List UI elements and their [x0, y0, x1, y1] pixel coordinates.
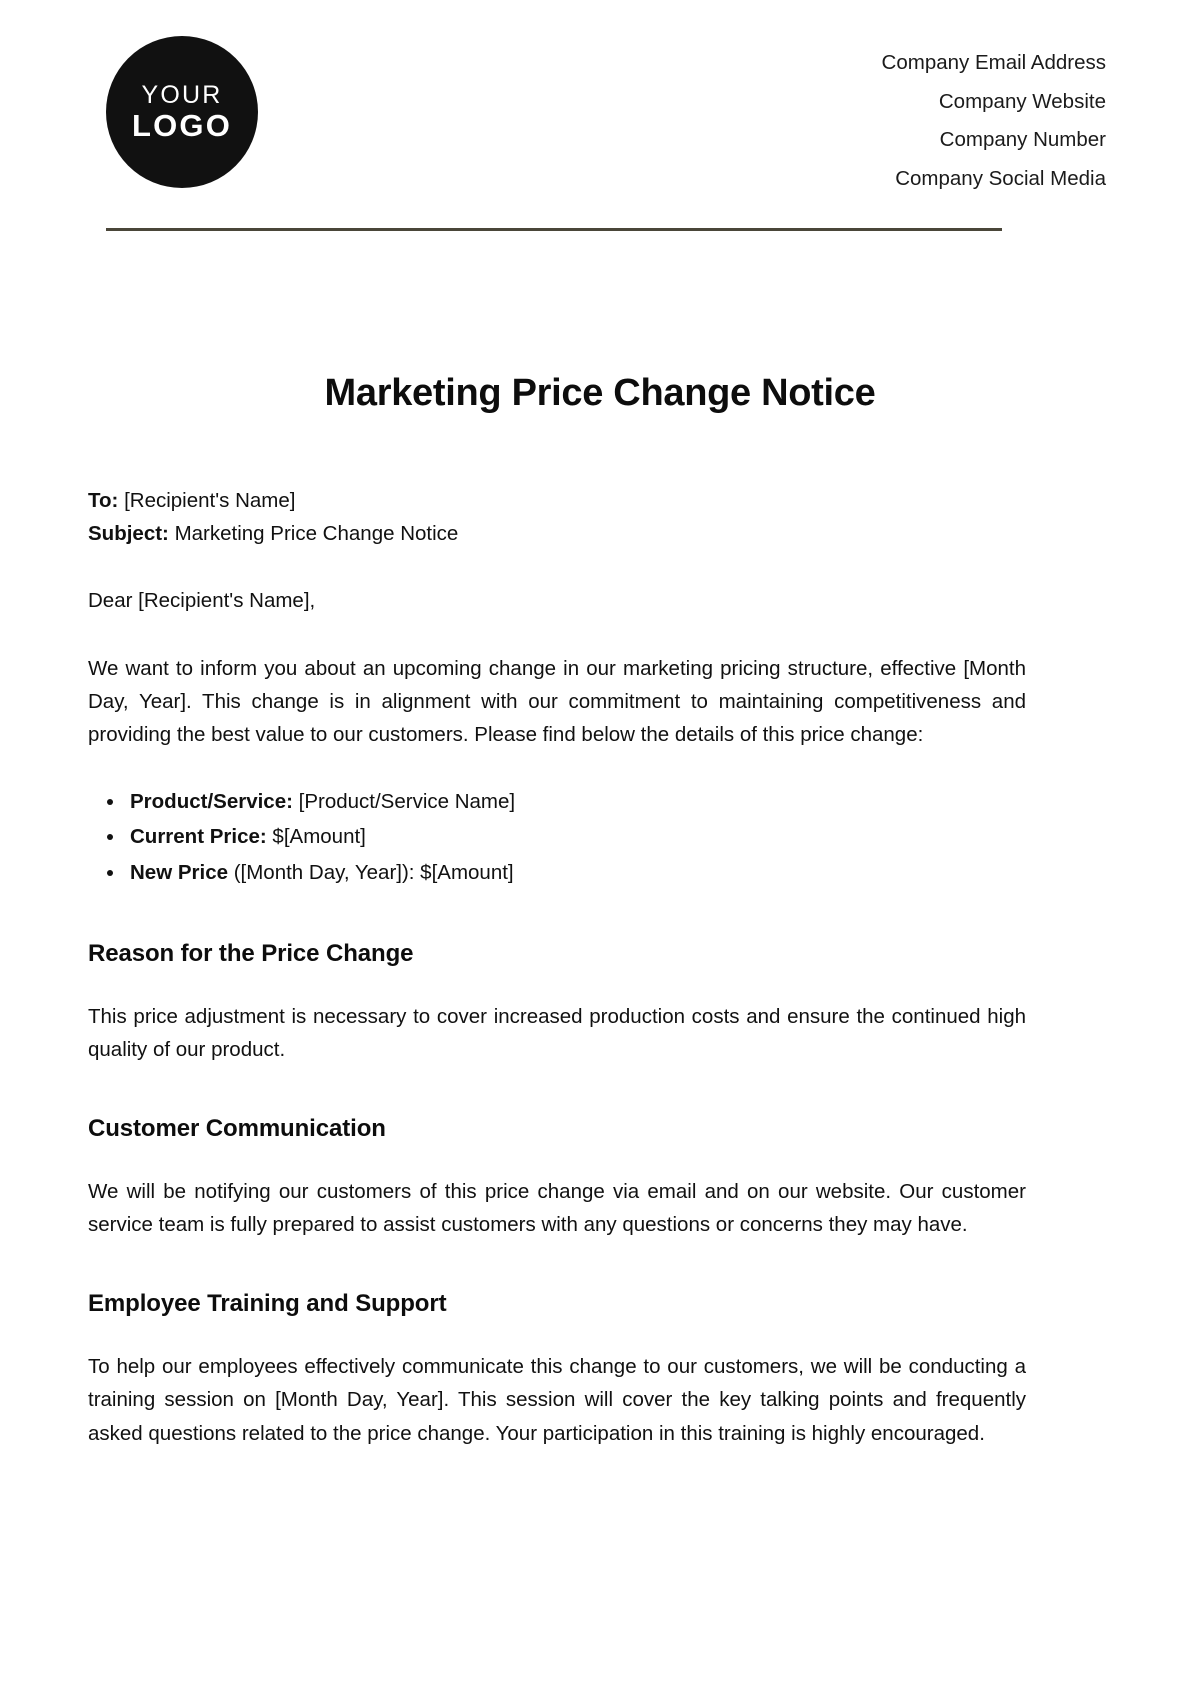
- salutation: Dear [Recipient's Name],: [88, 589, 316, 613]
- spacer: [88, 1241, 1026, 1285]
- list-item: [126, 820, 1026, 853]
- spacer: [88, 618, 1026, 652]
- letterhead: [88, 0, 1112, 200]
- spacer: [88, 1324, 1026, 1350]
- spacer: [88, 1149, 1026, 1175]
- spacer: [88, 550, 1026, 584]
- contact-number: Company Number: [939, 128, 1106, 152]
- detail-value: ([Month Day, Year]): $[Amount]: [233, 860, 514, 884]
- detail-value: [Product/Service Name]: [298, 790, 516, 814]
- company-contact-block: [882, 44, 1106, 198]
- contact-social-media: Company Social Media: [895, 166, 1106, 190]
- section-body-reason: This price adjustment is necessary to cover increased production costs and ensure the continued high quality of our product.: [88, 1004, 1026, 1061]
- list-item: [126, 856, 1026, 889]
- detail-value: $[Amount]: [272, 825, 366, 849]
- subject-value: Marketing Price Change Notice: [174, 522, 459, 546]
- section-body-customer-communication: We will be notifying our customers of this price change via email and on our website. Our customer service team is fully prepared to assist customers with any questions or concerns they may have.: [88, 1179, 1026, 1237]
- spacer: [88, 974, 1026, 1000]
- to-label: To:: [88, 489, 119, 512]
- contact-website: Company Website: [938, 89, 1106, 113]
- page-inner: [88, 0, 1112, 1701]
- intro-paragraph: We want to inform you about an upcoming change in our marketing pricing structure, effective [Month Day, Year]. This change is in alignment with our commitment to maintaining competitiveness and providing the best value to our customers. Please find below the details of this price change:: [88, 656, 1026, 747]
- recipient-line: [88, 484, 1026, 517]
- section-heading-reason: Reason for the Price Change: [88, 939, 414, 967]
- header-divider: [106, 228, 1002, 231]
- contact-email: Company Email Address: [881, 51, 1106, 74]
- spacer: [88, 1066, 1026, 1110]
- to-value: [Recipient's Name]: [124, 489, 296, 512]
- logo-line-2: LOGO: [131, 107, 233, 143]
- section-body-employee-training: To help our employees effectively communicate this change to our customers, we will be conducting a training session on [Month Day, Year]. This session will cover the key talking points and frequently asked questions related to the price change. Your participation in this training is highly encouraged.: [88, 1355, 1026, 1445]
- page-title: Marketing Price Change Notice: [324, 372, 876, 414]
- detail-label: Current Price:: [130, 825, 267, 849]
- detail-label: Product/Service:: [130, 790, 293, 814]
- logo-line-1: YOUR: [141, 80, 223, 109]
- document-body: [88, 484, 1026, 1450]
- company-logo: [106, 36, 258, 188]
- list-item: [126, 785, 1026, 818]
- spacer: [88, 751, 1026, 785]
- subject-label: Subject:: [88, 522, 169, 546]
- section-heading-employee-training: Employee Training and Support: [88, 1290, 447, 1318]
- section-heading-customer-communication: Customer Communication: [88, 1115, 386, 1143]
- subject-line: [88, 517, 1026, 550]
- detail-label: New Price: [130, 860, 228, 884]
- spacer: [88, 891, 1026, 935]
- price-details-list: [88, 785, 1026, 889]
